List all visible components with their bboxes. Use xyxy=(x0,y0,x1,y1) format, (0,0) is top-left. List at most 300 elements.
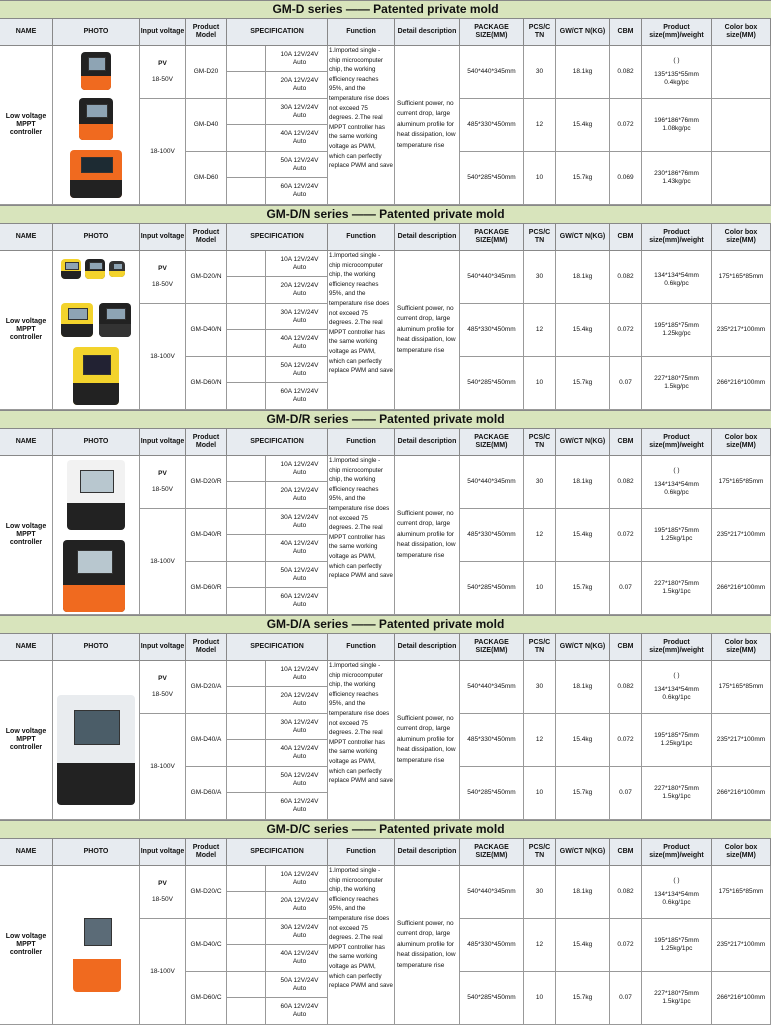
product-model: GM-D60/A xyxy=(186,767,227,820)
function-text: 1.Imported single - chip microcomputer chip, the working efficiency reaches 95%, and the temperature rise does not exceed 75 degrees. 2.The real MPPT controller has the same working voltage as PWM, which can perfectly replace PWM and save xyxy=(328,251,395,410)
product-photo xyxy=(53,251,140,410)
lcd-screen-icon xyxy=(83,355,111,374)
specification-item xyxy=(227,998,328,1025)
color-box-size: 175*165*85mm xyxy=(712,251,771,304)
cbm-value: 0.082 xyxy=(610,46,642,99)
device-band xyxy=(79,124,113,140)
product-photo xyxy=(53,456,140,615)
input-voltage-pv xyxy=(140,251,186,304)
pcs-per-carton: 30 xyxy=(524,456,556,509)
package-size: 540*285*450mm xyxy=(460,767,524,820)
controller-device-icon xyxy=(67,460,125,530)
specification-item xyxy=(227,357,328,383)
header-package: PACKAGE SIZE(MM) xyxy=(460,19,524,46)
header-product_size: Product size(mm)/weight xyxy=(642,839,712,866)
header-pcs: PCS/C TN xyxy=(524,839,556,866)
header-specification: SPECIFICATION xyxy=(227,839,328,866)
specification-item xyxy=(227,330,328,357)
gross-weight: 15.4kg xyxy=(556,304,610,357)
spec-text: 30A 12V/24V Auto xyxy=(280,103,319,119)
header-product_size: Product size(mm)/weight xyxy=(642,429,712,456)
spec-text: 20A 12V/24V Auto xyxy=(280,282,319,297)
header-pcs: PCS/C TN xyxy=(524,634,556,661)
lcd-screen-icon xyxy=(89,262,102,270)
header-gw: GW/CT N(KG) xyxy=(556,224,610,251)
series-section xyxy=(0,410,771,615)
color-box-size: 266*216*100mm xyxy=(712,972,771,1025)
series-section xyxy=(0,615,771,820)
product-model: GM-D40 xyxy=(186,99,227,152)
input-voltage-pv xyxy=(140,456,186,509)
input-voltage-pv xyxy=(140,661,186,714)
input-voltage-high: 18-100V xyxy=(140,304,186,410)
cbm-value: 0.072 xyxy=(610,509,642,562)
device-band xyxy=(109,271,125,277)
device-band xyxy=(70,180,122,198)
spec-text: 60A 12V/24V Auto xyxy=(280,798,319,813)
series-table xyxy=(0,251,771,410)
specification-item xyxy=(227,687,328,714)
color-box-size xyxy=(712,46,771,99)
spec-text: 40A 12V/24V Auto xyxy=(280,540,319,555)
color-box-size xyxy=(712,152,771,205)
lcd-screen-icon xyxy=(68,308,88,320)
product-model: GM-D20/R xyxy=(186,456,227,509)
device-band xyxy=(85,271,105,279)
series-section xyxy=(0,205,771,410)
input-voltage-high: 18-100V xyxy=(140,509,186,615)
pv-label: PV xyxy=(158,880,167,887)
color-box-size: 266*216*100mm xyxy=(712,357,771,410)
product-size xyxy=(642,562,712,615)
product-model: GM-D20/A xyxy=(186,661,227,714)
detail-description: Sufficient power, no current drop, large aluminum profile for heat dissipation, low temperature rise xyxy=(395,46,460,205)
table-header xyxy=(0,224,771,251)
pcs-per-carton: 10 xyxy=(524,562,556,615)
product-model: GM-D20/C xyxy=(186,866,227,919)
input-voltage-high: 18-100V xyxy=(140,919,186,1025)
specification-item xyxy=(227,866,328,892)
controller-device-icon xyxy=(61,303,93,337)
controller-device-icon xyxy=(109,261,125,277)
specification-item xyxy=(227,793,328,820)
header-function: Function xyxy=(328,429,395,456)
controller-device-icon xyxy=(79,98,113,140)
series-title: GM-D/N series —— Patented private mold xyxy=(0,205,771,224)
header-name: NAME xyxy=(0,839,53,866)
header-function: Function xyxy=(328,839,395,866)
product-size xyxy=(642,99,712,152)
product-size xyxy=(642,972,712,1025)
gross-weight: 15.7kg xyxy=(556,562,610,615)
header-cbm: CBM xyxy=(610,429,642,456)
product-size xyxy=(642,251,712,304)
cbm-value: 0.072 xyxy=(610,304,642,357)
cbm-value: 0.082 xyxy=(610,661,642,714)
spec-divider xyxy=(265,251,266,410)
device-band xyxy=(73,383,119,405)
gross-weight: 18.1kg xyxy=(556,251,610,304)
specification-item xyxy=(227,46,328,72)
detail-description: Sufficient power, no current drop, large aluminum profile for heat dissipation, low temperature rise xyxy=(395,456,460,615)
spec-text: 10A 12V/24V Auto xyxy=(280,665,319,681)
specification-item xyxy=(227,767,328,793)
color-box-size: 235*217*100mm xyxy=(712,304,771,357)
gross-weight: 18.1kg xyxy=(556,866,610,919)
photo-cell xyxy=(53,456,140,615)
pcs-per-carton: 30 xyxy=(524,251,556,304)
header-name: NAME xyxy=(0,634,53,661)
header-package: PACKAGE SIZE(MM) xyxy=(460,224,524,251)
header-photo: PHOTO xyxy=(53,429,140,456)
pv-label: PV xyxy=(158,265,167,272)
size-weight: 230*186*76mm 1.43kg/pc xyxy=(654,170,699,185)
gross-weight: 15.4kg xyxy=(556,919,610,972)
header-detail: Detail description xyxy=(395,839,460,866)
color-box-size: 175*165*85mm xyxy=(712,456,771,509)
specification-item xyxy=(227,919,328,945)
pcs-per-carton: 10 xyxy=(524,972,556,1025)
header-product_size: Product size(mm)/weight xyxy=(642,19,712,46)
specification-item xyxy=(227,304,328,330)
cbm-value: 0.07 xyxy=(610,767,642,820)
series-table xyxy=(0,661,771,820)
header-product_model: Product Model xyxy=(186,224,227,251)
input-voltage-high: 18-100V xyxy=(140,99,186,205)
spec-text: 50A 12V/24V Auto xyxy=(280,771,319,787)
header-product_model: Product Model xyxy=(186,839,227,866)
size-weight: 134*134*54mm 0.6kg/pc xyxy=(654,481,699,496)
product-model: GM-D60 xyxy=(186,152,227,205)
pcs-per-carton: 10 xyxy=(524,767,556,820)
package-size: 485*330*450mm xyxy=(460,304,524,357)
size-weight: 195*185*75mm 1.25kg/1pc xyxy=(654,732,699,747)
gross-weight: 15.7kg xyxy=(556,357,610,410)
size-weight: 134*134*54mm 0.6kg/pc xyxy=(654,272,699,287)
product-size xyxy=(642,919,712,972)
spec-text: 30A 12V/24V Auto xyxy=(280,308,319,324)
pcs-per-carton: 12 xyxy=(524,99,556,152)
spec-text: 60A 12V/24V Auto xyxy=(280,1003,319,1018)
specification-item xyxy=(227,456,328,482)
header-product_size: Product size(mm)/weight xyxy=(642,224,712,251)
package-size: 540*440*345mm xyxy=(460,46,524,99)
header-detail: Detail description xyxy=(395,19,460,46)
package-size: 540*285*450mm xyxy=(460,357,524,410)
header-gw: GW/CT N(KG) xyxy=(556,839,610,866)
device-band xyxy=(99,324,131,337)
device-band xyxy=(67,503,125,530)
detail-description: Sufficient power, no current drop, large aluminum profile for heat dissipation, low temperature rise xyxy=(395,866,460,1025)
package-size: 485*330*450mm xyxy=(460,509,524,562)
header-gw: GW/CT N(KG) xyxy=(556,19,610,46)
device-band xyxy=(57,763,135,805)
spec-text: 50A 12V/24V Auto xyxy=(280,156,319,172)
color-box-size: 266*216*100mm xyxy=(712,562,771,615)
cbm-value: 0.069 xyxy=(610,152,642,205)
size-weight: 134*134*54mm 0.6kg/1pc xyxy=(654,891,699,906)
header-name: NAME xyxy=(0,19,53,46)
product-name: Low voltage MPPT controller xyxy=(0,866,53,1025)
cbm-value: 0.07 xyxy=(610,357,642,410)
cbm-value: 0.082 xyxy=(610,456,642,509)
gross-weight: 18.1kg xyxy=(556,46,610,99)
header-photo: PHOTO xyxy=(53,839,140,866)
gross-weight: 18.1kg xyxy=(556,456,610,509)
controller-device-icon xyxy=(99,303,131,337)
lcd-screen-icon xyxy=(86,104,107,119)
spec-text: 10A 12V/24V Auto xyxy=(280,870,319,886)
product-photo xyxy=(53,46,140,205)
voltage-range: 18-50V xyxy=(152,896,173,903)
device-band xyxy=(63,585,125,612)
function-text: 1.Imported single - chip microcomputer chip, the working efficiency reaches 95%, and the temperature rise does not exceed 75 degrees. 2.The real MPPT controller has the same working voltage as PWM, which can perfectly replace PWM and save xyxy=(328,46,395,205)
package-size: 540*440*345mm xyxy=(460,661,524,714)
product-model: GM-D60/N xyxy=(186,357,227,410)
spec-text: 60A 12V/24V Auto xyxy=(280,388,319,403)
color-box-size xyxy=(712,99,771,152)
series-section xyxy=(0,0,771,205)
specification-item xyxy=(227,152,328,178)
photo-cell xyxy=(53,251,140,410)
size-weight: 196*186*76mm 1.08kg/pc xyxy=(654,117,699,132)
input-voltage-pv xyxy=(140,46,186,99)
product-size xyxy=(642,714,712,767)
series-table xyxy=(0,456,771,615)
package-size: 540*285*450mm xyxy=(460,562,524,615)
photo-cell xyxy=(53,46,140,205)
specification-item xyxy=(227,892,328,919)
header-input_voltage: Input voltage xyxy=(140,19,186,46)
header-package: PACKAGE SIZE(MM) xyxy=(460,634,524,661)
lcd-screen-icon xyxy=(74,710,120,745)
lcd-screen-icon xyxy=(113,263,124,270)
header-product_size: Product size(mm)/weight xyxy=(642,634,712,661)
function-text: 1.Imported single - chip microcomputer chip, the working efficiency reaches 95%, and the temperature rise does not exceed 75 degrees. 2.The real MPPT controller has the same working voltage as PWM, which can perfectly replace PWM and save xyxy=(328,866,395,1025)
package-size: 485*330*450mm xyxy=(460,919,524,972)
header-pcs: PCS/C TN xyxy=(524,429,556,456)
pcs-per-carton: 30 xyxy=(524,46,556,99)
spec-text: 60A 12V/24V Auto xyxy=(280,593,319,608)
lcd-screen-icon xyxy=(77,550,114,574)
product-name: Low voltage MPPT controller xyxy=(0,46,53,205)
header-specification: SPECIFICATION xyxy=(227,634,328,661)
input-voltage-high: 18-100V xyxy=(140,714,186,820)
controller-device-icon xyxy=(81,52,111,90)
spec-text: 10A 12V/24V Auto xyxy=(280,255,319,271)
header-color_box: Color box size(MM) xyxy=(712,224,771,251)
product-size xyxy=(642,152,712,205)
size-weight: 227*180*75mm 1.5kg/pc xyxy=(654,375,699,390)
pcs-per-carton: 12 xyxy=(524,509,556,562)
package-size: 540*440*345mm xyxy=(460,866,524,919)
pv-label: PV xyxy=(158,470,167,477)
device-band xyxy=(61,324,93,337)
controller-device-icon xyxy=(57,695,135,805)
lcd-screen-icon xyxy=(106,308,126,320)
device-band xyxy=(61,271,81,279)
package-size: 485*330*450mm xyxy=(460,99,524,152)
size-weight: 195*185*75mm 1.25kg/pc xyxy=(654,322,699,337)
specification-item xyxy=(227,661,328,687)
size-weight: 135*135*55mm 0.4kg/pc xyxy=(654,71,699,86)
header-specification: SPECIFICATION xyxy=(227,429,328,456)
header-color_box: Color box size(MM) xyxy=(712,19,771,46)
color-box-size: 235*217*100mm xyxy=(712,714,771,767)
header-gw: GW/CT N(KG) xyxy=(556,429,610,456)
specification-item xyxy=(227,383,328,410)
header-input_voltage: Input voltage xyxy=(140,634,186,661)
spec-divider xyxy=(265,456,266,615)
header-name: NAME xyxy=(0,429,53,456)
product-name: Low voltage MPPT controller xyxy=(0,661,53,820)
pcs-per-carton: 10 xyxy=(524,152,556,205)
header-product_model: Product Model xyxy=(186,429,227,456)
photo-cell xyxy=(53,866,140,1025)
controller-device-icon xyxy=(63,540,125,612)
spec-text: 20A 12V/24V Auto xyxy=(280,692,319,707)
voltage-range: 18-50V xyxy=(152,76,173,83)
color-box-size: 175*165*85mm xyxy=(712,661,771,714)
header-package: PACKAGE SIZE(MM) xyxy=(460,839,524,866)
detail-description: Sufficient power, no current drop, large aluminum profile for heat dissipation, low temperature rise xyxy=(395,251,460,410)
header-photo: PHOTO xyxy=(53,224,140,251)
lcd-screen-icon xyxy=(84,918,113,946)
pcs-per-carton: 12 xyxy=(524,714,556,767)
device-band xyxy=(73,959,121,992)
specification-item xyxy=(227,972,328,998)
header-pcs: PCS/C TN xyxy=(524,224,556,251)
header-detail: Detail description xyxy=(395,429,460,456)
package-size: 540*440*345mm xyxy=(460,251,524,304)
header-specification: SPECIFICATION xyxy=(227,19,328,46)
size-prefix: ( ) xyxy=(673,57,680,64)
lcd-screen-icon xyxy=(81,157,112,173)
gross-weight: 15.7kg xyxy=(556,152,610,205)
package-size: 485*330*450mm xyxy=(460,714,524,767)
header-cbm: CBM xyxy=(610,19,642,46)
spec-text: 20A 12V/24V Auto xyxy=(280,487,319,502)
package-size: 540*285*450mm xyxy=(460,152,524,205)
header-color_box: Color box size(MM) xyxy=(712,429,771,456)
package-size: 540*440*345mm xyxy=(460,456,524,509)
header-name: NAME xyxy=(0,224,53,251)
product-model: GM-D20 xyxy=(186,46,227,99)
spec-divider xyxy=(265,661,266,820)
spec-text: 40A 12V/24V Auto xyxy=(280,130,319,145)
specification-item xyxy=(227,740,328,767)
function-text: 1.Imported single - chip microcomputer chip, the working efficiency reaches 95%, and the temperature rise does not exceed 75 degrees. 2.The real MPPT controller has the same working voltage as PWM, which can perfectly replace PWM and save xyxy=(328,456,395,615)
spec-text: 10A 12V/24V Auto xyxy=(280,460,319,476)
header-product_model: Product Model xyxy=(186,19,227,46)
product-model: GM-D40/A xyxy=(186,714,227,767)
spec-divider xyxy=(265,866,266,1025)
pcs-per-carton: 12 xyxy=(524,919,556,972)
pcs-per-carton: 10 xyxy=(524,357,556,410)
table-header xyxy=(0,839,771,866)
size-prefix: ( ) xyxy=(673,877,680,884)
gross-weight: 15.4kg xyxy=(556,99,610,152)
spec-text: 50A 12V/24V Auto xyxy=(280,566,319,582)
voltage-range: 18-50V xyxy=(152,486,173,493)
specification-item xyxy=(227,99,328,125)
pv-label: PV xyxy=(158,60,167,67)
header-gw: GW/CT N(KG) xyxy=(556,634,610,661)
spec-text: 50A 12V/24V Auto xyxy=(280,361,319,377)
header-cbm: CBM xyxy=(610,634,642,661)
header-function: Function xyxy=(328,224,395,251)
specification-item xyxy=(227,277,328,304)
cbm-value: 0.072 xyxy=(610,714,642,767)
controller-device-icon xyxy=(73,906,121,992)
controller-device-icon xyxy=(85,259,105,279)
spec-text: 50A 12V/24V Auto xyxy=(280,976,319,992)
size-weight: 227*180*75mm 1.5kg/1pc xyxy=(654,580,699,595)
header-cbm: CBM xyxy=(610,839,642,866)
spec-divider xyxy=(265,46,266,205)
header-cbm: CBM xyxy=(610,224,642,251)
lcd-screen-icon xyxy=(65,262,78,270)
product-name: Low voltage MPPT controller xyxy=(0,251,53,410)
size-prefix: ( ) xyxy=(673,467,680,474)
size-prefix: ( ) xyxy=(673,672,680,679)
header-product_model: Product Model xyxy=(186,634,227,661)
gross-weight: 15.4kg xyxy=(556,714,610,767)
specification-item xyxy=(227,72,328,99)
cbm-value: 0.07 xyxy=(610,562,642,615)
spec-text: 60A 12V/24V Auto xyxy=(280,183,319,198)
series-section xyxy=(0,820,771,1025)
controller-device-icon xyxy=(70,150,122,198)
product-name: Low voltage MPPT controller xyxy=(0,456,53,615)
specification-item xyxy=(227,714,328,740)
header-function: Function xyxy=(328,19,395,46)
table-header xyxy=(0,634,771,661)
series-title: GM-D/C series —— Patented private mold xyxy=(0,820,771,839)
spec-text: 10A 12V/24V Auto xyxy=(280,50,319,66)
gross-weight: 15.7kg xyxy=(556,972,610,1025)
spec-text: 20A 12V/24V Auto xyxy=(280,897,319,912)
pcs-per-carton: 12 xyxy=(524,304,556,357)
product-size xyxy=(642,304,712,357)
color-box-size: 266*216*100mm xyxy=(712,767,771,820)
series-title: GM-D/A series —— Patented private mold xyxy=(0,615,771,634)
product-size xyxy=(642,509,712,562)
spec-text: 30A 12V/24V Auto xyxy=(280,513,319,529)
header-specification: SPECIFICATION xyxy=(227,224,328,251)
product-model: GM-D60/C xyxy=(186,972,227,1025)
header-photo: PHOTO xyxy=(53,634,140,661)
specification-item xyxy=(227,178,328,205)
cbm-value: 0.072 xyxy=(610,99,642,152)
specification-item xyxy=(227,535,328,562)
product-model: GM-D20/N xyxy=(186,251,227,304)
spec-text: 40A 12V/24V Auto xyxy=(280,745,319,760)
header-detail: Detail description xyxy=(395,224,460,251)
header-color_box: Color box size(MM) xyxy=(712,839,771,866)
size-weight: 227*180*75mm 1.5kg/1pc xyxy=(654,785,699,800)
header-pcs: PCS/C TN xyxy=(524,19,556,46)
header-photo: PHOTO xyxy=(53,19,140,46)
lcd-screen-icon xyxy=(80,470,114,493)
lcd-screen-icon xyxy=(88,57,107,70)
product-size xyxy=(642,661,712,714)
detail-description: Sufficient power, no current drop, large aluminum profile for heat dissipation, low temperature rise xyxy=(395,661,460,820)
spec-text: 30A 12V/24V Auto xyxy=(280,923,319,939)
spec-text: 40A 12V/24V Auto xyxy=(280,950,319,965)
series-table xyxy=(0,46,771,205)
header-input_voltage: Input voltage xyxy=(140,224,186,251)
